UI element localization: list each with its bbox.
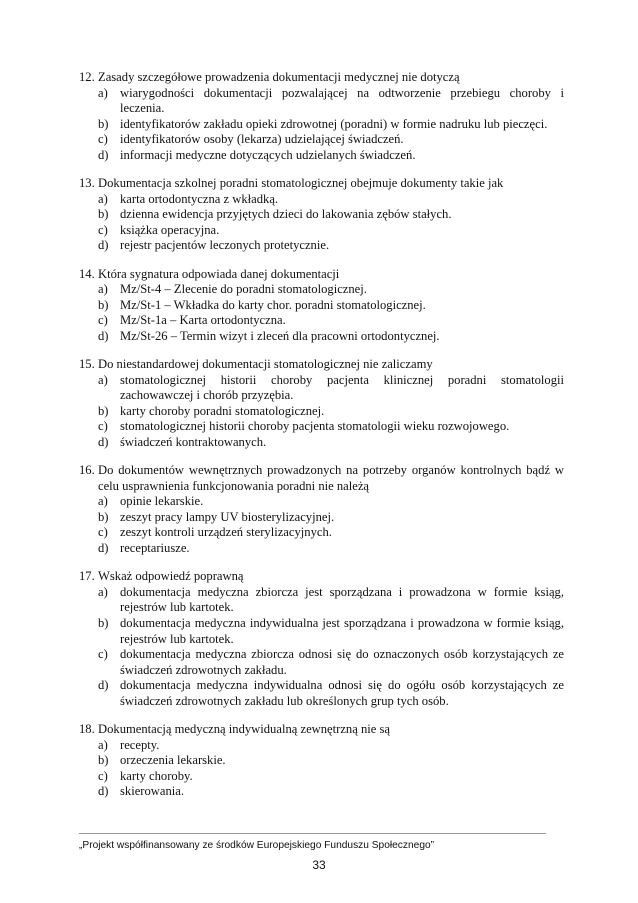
question-number: 16.	[79, 463, 95, 478]
answer-a	[98, 192, 564, 208]
answer-letter: d)	[98, 678, 109, 693]
answer-letter: c)	[98, 647, 108, 662]
question-number: 12.	[79, 70, 95, 84]
answer-letter: c)	[98, 768, 108, 783]
answer-text: stomatologicznej historii choroby pacjenta klinicznej poradni stomatologii zachowawczej i chorób przyzębia.	[120, 372, 564, 403]
question-17	[79, 569, 564, 709]
answer-d	[98, 148, 564, 164]
answer-text: dokumentacja medyczna indywidualna odnosi się do ogółu osób korzystających ze świadczeń zdrowotnych zakładu lub określonych grup tych osób.	[120, 678, 564, 708]
answer-a	[98, 585, 564, 616]
answer-b	[98, 404, 564, 420]
answer-c	[98, 769, 564, 785]
answer-a	[98, 282, 564, 298]
answer-letter: b)	[98, 297, 109, 312]
answer-text: dokumentacja medyczna zbiorcza odnosi się do oznaczonych osób korzystających ze świadczeń zdrowotnych zakładu.	[120, 647, 564, 677]
answer-b	[98, 298, 564, 314]
answer-text: dokumentacja medyczna zbiorcza jest sporządzana i prowadzona w formie ksiąg, rejestrów lub kartotek.	[120, 584, 564, 615]
answer-letter: c)	[98, 222, 108, 237]
answer-text: receptariusze.	[120, 541, 190, 556]
answer-c	[98, 132, 564, 148]
answer-a	[98, 738, 564, 754]
question-14	[79, 267, 564, 345]
answer-letter: d)	[98, 328, 109, 343]
answer-text: wiarygodności dokumentacji pozwalającej na odtworzenie przebiegu choroby i leczenia.	[120, 85, 564, 116]
answer-letter: a)	[98, 85, 108, 100]
answer-letter: c)	[98, 419, 108, 434]
question-16	[79, 463, 564, 557]
answer-letter: b)	[98, 207, 109, 222]
answer-text: Mz/St-26 – Termin wizyt i zleceń dla pracowni ortodontycznej.	[120, 328, 440, 343]
question-text: Dokumentacją medyczną indywidualną zewnętrzną nie są	[98, 721, 390, 736]
answer-text: identyfikatorów osoby (lekarza) udzielającej świadczeń.	[120, 132, 404, 147]
answer-text: zeszyt kontroli urządzeń sterylizacyjnych.	[120, 525, 332, 540]
answer-c	[98, 223, 564, 239]
answer-b	[98, 510, 564, 526]
question-number: 14.	[79, 266, 95, 281]
answer-b	[98, 117, 564, 133]
answer-letter: a)	[98, 584, 108, 599]
answer-d	[98, 784, 564, 800]
answer-letter: a)	[98, 372, 108, 387]
answer-d	[98, 541, 564, 557]
question-text: Zasady szczegółowe prowadzenia dokumentacji medycznej nie dotyczą	[98, 70, 460, 84]
answer-letter: d)	[98, 541, 109, 556]
answer-d	[98, 678, 564, 709]
answer-letter: d)	[98, 238, 109, 253]
answer-text: informacji medyczne dotyczących udzielanych świadczeń.	[120, 147, 416, 162]
answer-letter: a)	[98, 191, 108, 206]
answer-d	[98, 435, 564, 451]
answer-letter: a)	[98, 282, 108, 297]
answer-d	[98, 329, 564, 345]
answer-text: karta ortodontyczna z wkładką.	[120, 191, 279, 206]
question-text: Która sygnatura odpowiada danej dokumentacji	[98, 266, 340, 281]
answer-letter: d)	[98, 147, 109, 162]
answer-text: skierowania.	[120, 784, 184, 799]
question-list	[79, 70, 564, 812]
answer-b	[98, 616, 564, 647]
question-18	[79, 722, 564, 800]
question-text: Do niestandardowej dokumentacji stomatologicznej nie zaliczamy	[98, 357, 433, 371]
answer-letter: b)	[98, 116, 109, 131]
answer-c	[98, 647, 564, 678]
answer-letter: c)	[98, 313, 108, 328]
question-text: Wskaż odpowiedź poprawną	[98, 569, 244, 584]
answer-letter: b)	[98, 753, 109, 768]
footer-divider	[79, 833, 546, 834]
answer-text: identyfikatorów zakładu opieki zdrowotnej (poradni) w formie nadruku lub pieczęci.	[120, 116, 548, 131]
answer-text: karty choroby poradni stomatologicznej.	[120, 403, 325, 418]
answer-letter: c)	[98, 132, 108, 147]
answer-text: zeszyt pracy lampy UV biosterylizacyjnej.	[120, 509, 335, 524]
answer-d	[98, 238, 564, 254]
page-number: 33	[312, 858, 326, 872]
answer-text: Mz/St-1 – Wkładka do karty chor. poradni stomatologicznej.	[120, 297, 426, 312]
answer-a	[98, 373, 564, 404]
answer-text: orzeczenia lekarskie.	[120, 753, 226, 768]
answer-letter: b)	[98, 615, 109, 630]
answer-b	[98, 753, 564, 769]
answer-text: karty choroby.	[120, 768, 193, 783]
question-number: 15.	[79, 357, 95, 371]
question-number: 13.	[79, 176, 95, 191]
answer-letter: a)	[98, 494, 108, 509]
answer-c	[98, 313, 564, 329]
answer-c	[98, 525, 564, 541]
question-number: 18.	[79, 721, 95, 736]
answer-text: Mz/St-1a – Karta ortodontyczna.	[120, 313, 286, 328]
answer-text: dokumentacja medyczna indywidualna jest sporządzana i prowadzona w formie ksiąg, rejestrów lub kartotek.	[120, 615, 564, 646]
question-text: Do dokumentów wewnętrznych prowadzonych na potrzeby organów kontrolnych bądź w celu usprawnienia funkcjonowania poradni nie należą	[98, 463, 564, 493]
answer-text: opinie lekarskie.	[120, 494, 204, 509]
footer-text: „Projekt współfinansowany ze środków Europejskiego Funduszu Społecznego”	[79, 840, 435, 851]
question-13	[79, 176, 564, 254]
answer-a	[98, 86, 564, 117]
question-text: Dokumentacja szkolnej poradni stomatologicznej obejmuje dokumenty takie jak	[98, 176, 504, 191]
question-number: 17.	[79, 569, 95, 584]
answer-letter: d)	[98, 434, 109, 449]
answer-letter: c)	[98, 525, 108, 540]
answer-a	[98, 494, 564, 510]
answer-text: świadczeń kontraktowanych.	[120, 434, 267, 449]
answer-text: Mz/St-4 – Zlecenie do poradni stomatologicznej.	[120, 282, 367, 297]
answer-letter: b)	[98, 403, 109, 418]
answer-letter: b)	[98, 509, 109, 524]
answer-letter: a)	[98, 737, 108, 752]
answer-text: stomatologicznej historii choroby pacjenta stomatologii wieku rozwojowego.	[120, 419, 510, 434]
question-15	[79, 357, 564, 451]
question-12	[79, 70, 564, 164]
answer-text: recepty.	[120, 737, 160, 752]
answer-letter: d)	[98, 784, 109, 799]
answer-b	[98, 207, 564, 223]
answer-text: książka operacyjna.	[120, 222, 220, 237]
answer-c	[98, 419, 564, 435]
answer-text: dzienna ewidencja przyjętych dzieci do lakowania zębów stałych.	[120, 207, 452, 222]
answer-text: rejestr pacjentów leczonych protetycznie.	[120, 238, 330, 253]
